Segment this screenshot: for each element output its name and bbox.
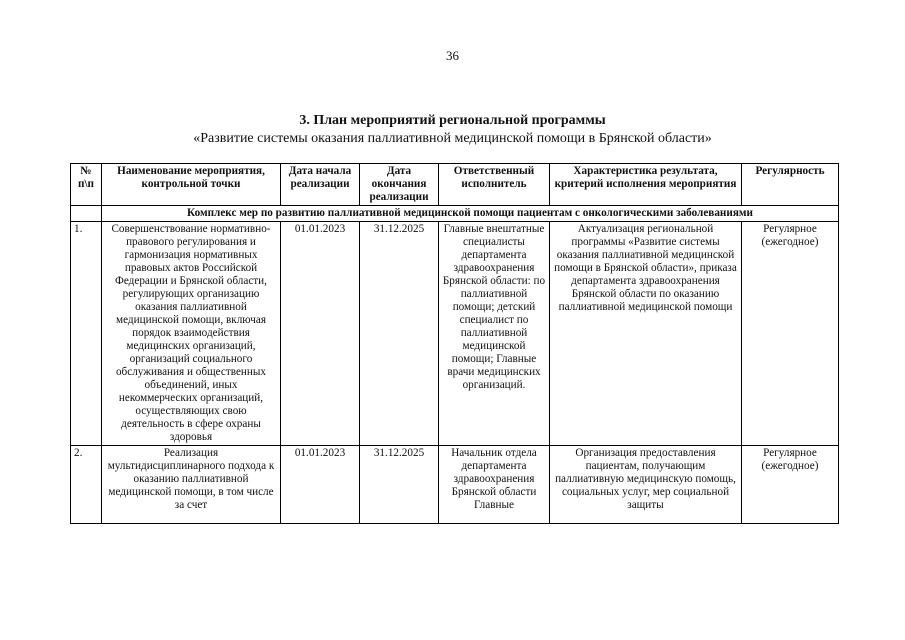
row-regularity: Регулярное (ежегодное) — [742, 222, 839, 446]
header-regularity: Регулярность — [742, 164, 839, 206]
header-result: Характеристика результата, критерий исполнения мероприятия — [550, 164, 742, 206]
row-number: 2. — [71, 446, 102, 524]
row-result: Актуализация региональной программы «Развитие системы оказания паллиативной медицинской помощи в Брянской области», приказа департамента здравоохранения Брянской области по оказанию паллиативной медицинской помощи — [550, 222, 742, 446]
header-number: № п\п — [71, 164, 102, 206]
table-row — [71, 446, 839, 524]
row-responsible: Начальник отдела департамента здравоохранения Брянской области Главные — [451, 447, 537, 511]
section-row-title: Комплекс мер по развитию паллиативной медицинской помощи пациентам с онкологическими заболеваниями — [102, 206, 839, 222]
section-title: 3. План мероприятий региональной программы — [299, 113, 606, 128]
row-start-date: 01.01.2023 — [281, 446, 360, 524]
section-row-empty — [71, 206, 102, 222]
header-end-date: Дата окончания реализации — [360, 164, 439, 206]
row-name: Совершенствование нормативно-правового регулирования и гармонизация нормативных правовых актов Российской Федерации и Брянской области, регулирующих организацию оказания паллиативной медицинской помощи, включая порядок взаимодействия медицинских организаций, организаций социального обслуживания и общественных объединений, иных некоммерческих организаций, осуществляющих свою деятельность в сфере охраны здоровья — [102, 222, 281, 446]
row-responsible: Главные внештатные специалисты департамента здравоохранения Брянской области: по паллиативной помощи; детский специалист по паллиативной медицинской помощи; Главные врачи медицинских организаций. — [439, 222, 550, 446]
row-regularity: Регулярное (ежегодное) — [742, 446, 839, 524]
row-result: Организация предоставления пациентам, получающим паллиативную медицинскую помощь, социальных услуг, мер социальной защиты — [555, 447, 736, 511]
header-start-date: Дата начала реализации — [281, 164, 360, 206]
row-number: 1. — [71, 222, 102, 446]
row-name: Реализация мультидисциплинарного подхода к оказанию паллиативной медицинской помощи, в том числе за счет — [107, 447, 275, 511]
section-row — [71, 206, 839, 222]
table-row — [71, 222, 839, 446]
header-responsible: Ответственный исполнитель — [439, 164, 550, 206]
row-start-date: 01.01.2023 — [281, 222, 360, 446]
page-number: 36 — [446, 48, 459, 63]
header-row — [71, 164, 839, 206]
header-name: Наименование мероприятия, контрольной точки — [102, 164, 281, 206]
row-end-date: 31.12.2025 — [360, 446, 439, 524]
row-end-date: 31.12.2025 — [360, 222, 439, 446]
program-title: «Развитие системы оказания паллиативной медицинской помощи в Брянской области» — [193, 131, 712, 146]
plan-table — [70, 163, 839, 524]
